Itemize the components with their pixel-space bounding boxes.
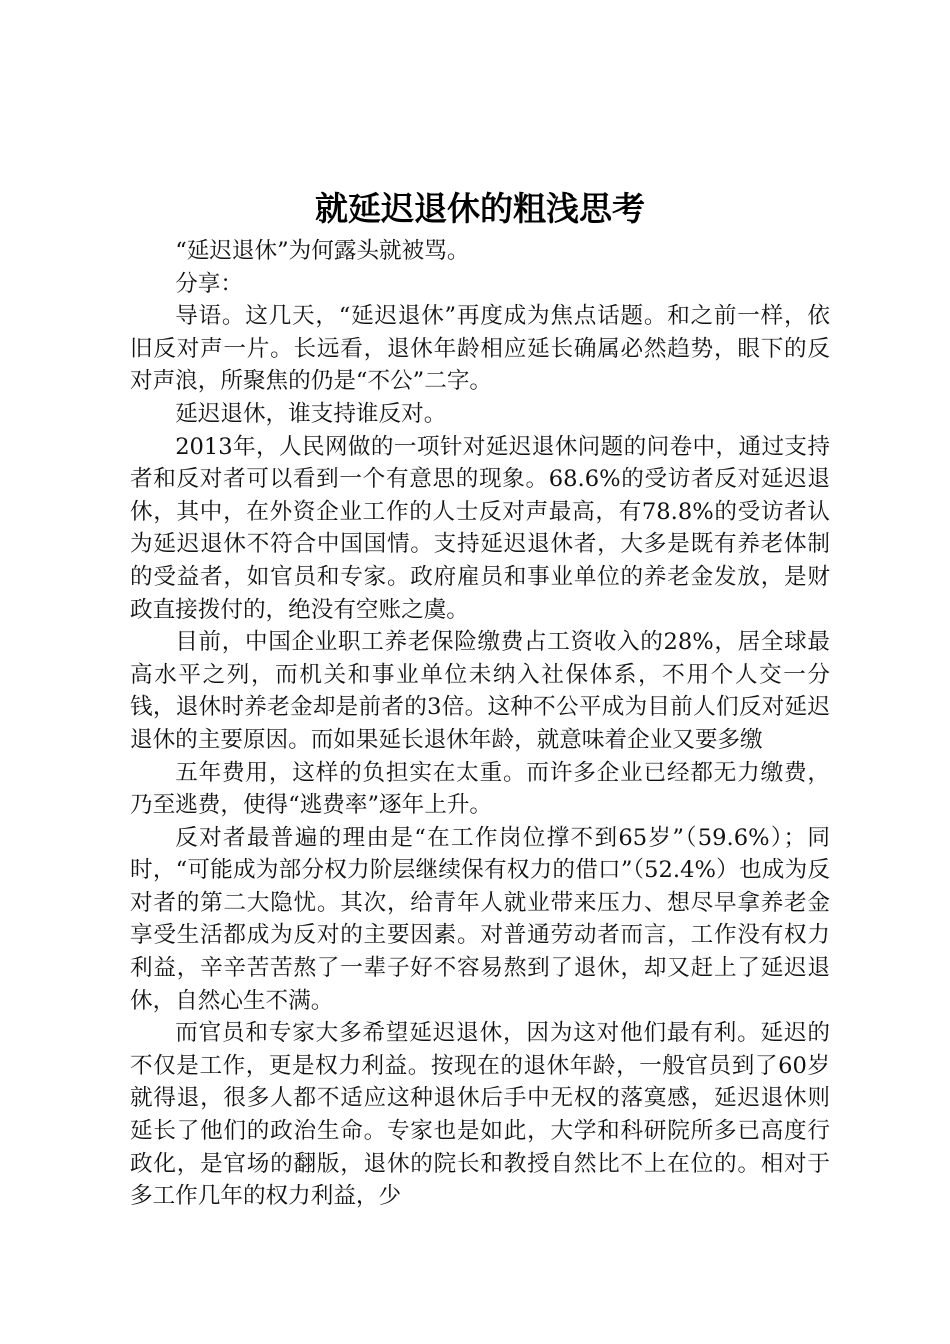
- paragraph: “延迟退休”为何露头就被骂。: [175, 238, 470, 264]
- paragraph: 分享：: [175, 270, 243, 297]
- document-body: [130, 235, 830, 1213]
- paragraph: 延迟退休，谁支持谁反对。: [175, 400, 447, 427]
- paragraph: 目前，中国企业职工养老保险缴费占工资收入的28%，居全球最高水平之列，而机关和事业单位未纳入社保体系，不用个人交一分钱，退休时养老金却是前者的3倍。这种不公平成为目前人们反对延迟退休的主要原因。而如果延长退休年龄，就意味着企业又要多缴: [130, 629, 830, 753]
- paragraph: 2013年，人民网做的一项针对延迟退休问题的问卷中，通过支持者和反对者可以看到一个有意思的现象。68.6%的受访者反对延迟退休，其中，在外资企业工作的人士反对声最高，有78.8%的受访者认为延迟退休不符合中国国情。支持延迟退休者，大多是既有养老体制的受益者，如官员和专家。政府雇员和事业单位的养老金发放，是财政直接拨付的，绝没有空账之虞。: [130, 433, 830, 623]
- paragraph: 反对者最普遍的理由是“在工作岗位撑不到65岁”（59.6%）；同时，“可能成为部分权力阶层继续保有权力的借口”（52.4%）也成为反对者的第二大隐忧。其次，给青年人就业带来压力、想尽早拿养老金享受生活都成为反对的主要因素。对普通劳动者而言，工作没有权力利益，辛辛苦苦熬了一辈子好不容易熬到了退休，却又赶上了延迟退休，自然心生不满。: [130, 824, 830, 1014]
- document-title: 就延迟退休的粗浅思考: [315, 189, 645, 228]
- paragraph: 而官员和专家大多希望延迟退休，因为这对他们最有利。延迟的不仅是工作，更是权力利益。按现在的退休年龄，一般官员到了60岁就得退，很多人都不适应这种退休后手中无权的落寞感，延迟退休则延长了他们的政治生命。专家也是如此，大学和科研院所多已高度行政化，是官场的翻版，退休的院长和教授自然比不上在位的。相对于多工作几年的权力利益，少: [130, 1020, 830, 1210]
- paragraph: 导语。这几天，“延迟退休”再度成为焦点话题。和之前一样，依旧反对声一片。长远看，退休年龄相应延长确属必然趋势，眼下的反对声浪，所聚焦的仍是“不公”二字。: [130, 303, 830, 395]
- paragraph: 五年费用，这样的负担实在太重。而许多企业已经都无力缴费，乃至逃费，使得“逃费率”逐年上升。: [130, 759, 830, 819]
